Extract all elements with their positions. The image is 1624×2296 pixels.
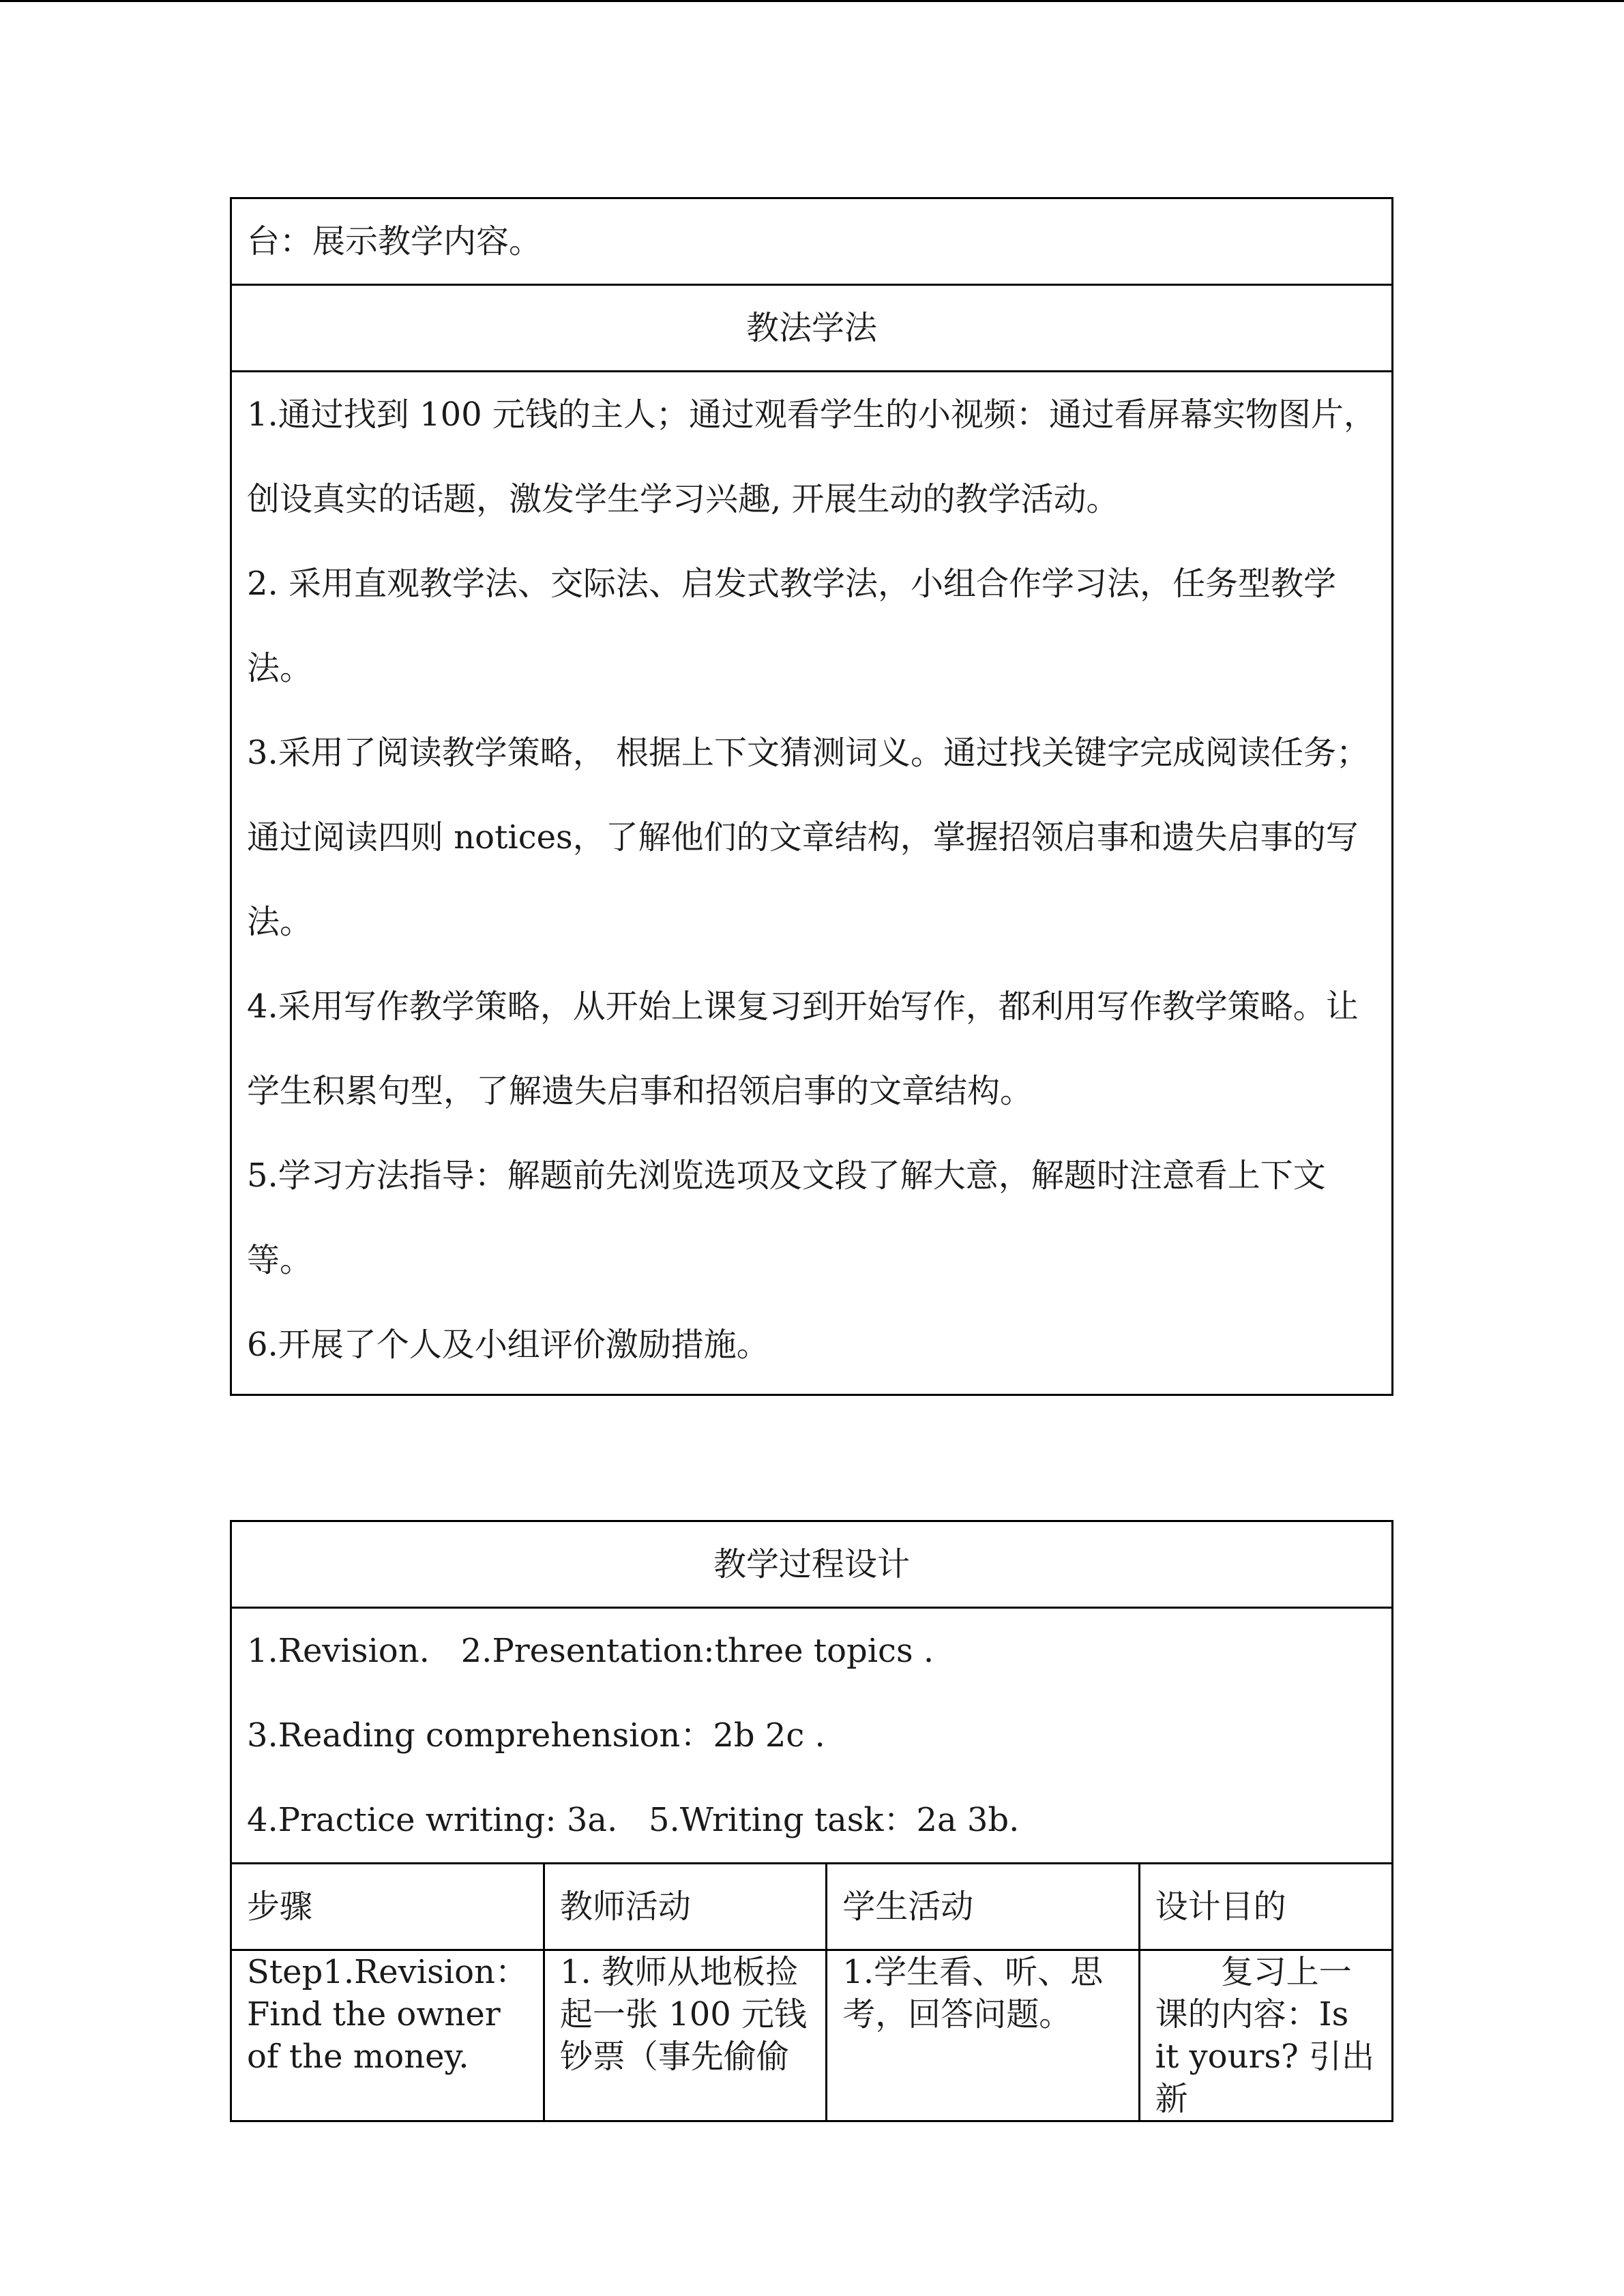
method-item-3: 3.采用了阅读教学策略， 根据上下文猜测词义。通过找关键字完成阅读任务；通过阅读四则 notices，了解他们的文章结构，掌握招领启事和遗失启事的写法。 [247, 734, 1370, 941]
teaching-process-table [230, 1520, 1393, 2122]
cell-step: Step1.Revision：Find the owner of the money. [231, 1950, 544, 2121]
overview-line-2: 3.Reading comprehension：2b 2c . [247, 1716, 825, 1755]
page-top-border [0, 0, 1624, 2]
column-header-step: 步骤 [231, 1864, 544, 1950]
lead-line-cell [231, 198, 1393, 285]
methods-body-cell [231, 372, 1393, 1395]
cell-teacher-activity: 1. 教师从地板捡起一张 100 元钱钞票（事先偷偷 [544, 1950, 826, 2121]
methods-title: 教法学法 [745, 309, 877, 347]
method-item-4: 4.采用写作教学策略，从开始上课复习到开始写作，都利用写作教学策略。让学生积累句型，了解遗失启事和招领启事的文章结构。 [247, 987, 1359, 1110]
lead-line: 台：展示教学内容。 [247, 222, 542, 260]
table-row [231, 1950, 1393, 2121]
column-header-teacher: 教师活动 [544, 1864, 826, 1950]
process-title: 教学过程设计 [713, 1545, 910, 1583]
method-item-1: 1.通过找到 100 元钱的主人；通过观看学生的小视频：通过看屏幕实物图片，创设真实的话题，激发学生学习兴趣, 开展生动的教学活动。 [247, 396, 1376, 518]
method-item-2: 2. 采用直观教学法、交际法、启发式教学法，小组合作学习法，任务型教学法。 [247, 565, 1337, 687]
method-item-5: 5.学习方法指导：解题前先浏览选项及文段了解大意，解题时注意看上下文等。 [247, 1157, 1326, 1279]
cell-design-purpose: 复习上一课的内容：Is it yours? 引出新 [1139, 1950, 1392, 2121]
overview-line-1: 1.Revision. 2.Presentation:three topics . [247, 1632, 934, 1670]
methods-title-cell [231, 285, 1393, 372]
teaching-methods-table [230, 197, 1393, 1396]
column-header-student: 学生活动 [827, 1864, 1139, 1950]
column-header-purpose: 设计目的 [1139, 1864, 1392, 1950]
method-item-6: 6.开展了个人及小组评价激励措施。 [247, 1326, 769, 1364]
process-overview-cell [231, 1608, 1393, 1864]
overview-line-3: 4.Practice writing: 3a. 5.Writing task：2a 3b. [247, 1801, 1020, 1839]
process-title-cell [231, 1521, 1393, 1608]
cell-student-activity: 1.学生看、听、思考，回答问题。 [827, 1950, 1139, 2121]
